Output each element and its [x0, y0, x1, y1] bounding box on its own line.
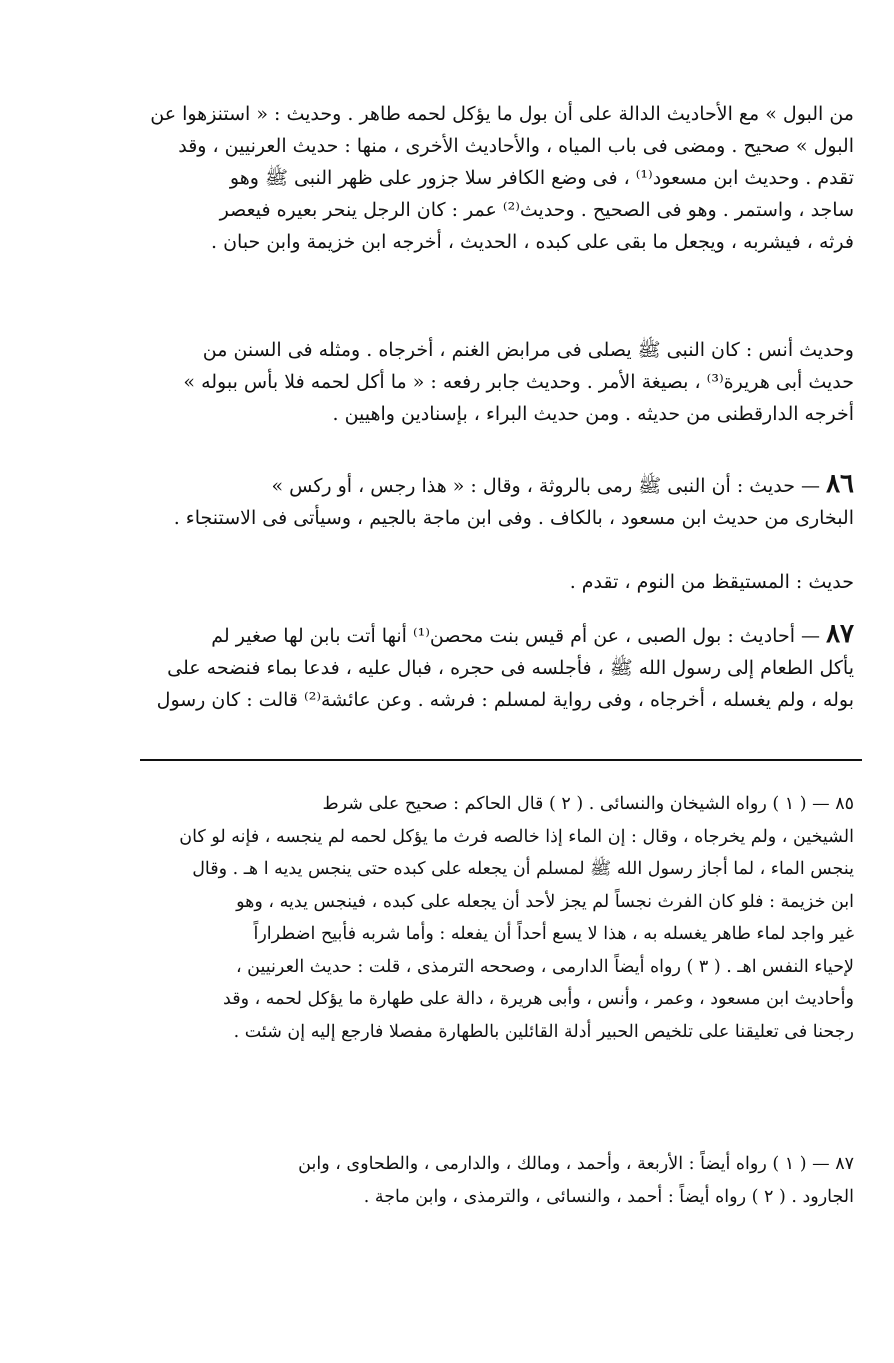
- hadith-item-86: [132, 468, 854, 534]
- footnote-line: ينجس الماء ، لما أجاز رسول الله ﷺ لمسلم أن يجعله على كبده حتى ينجس يديه ا هـ . وقال: [192, 859, 854, 879]
- text-line: بوله ، ولم يغسله ، أخرجاه ، وفى رواية لمسلم : فرشه . وعن عائشة⁽²⁾ قالت : كان رسول: [156, 689, 854, 711]
- footnote-line: ٨٥ — ( ١ ) رواه الشيخان والنسائى . ( ٢ ) قال الحاكم : صحيح على شرط: [322, 794, 854, 814]
- footnote-separator: [140, 759, 862, 761]
- text-line: [132, 618, 854, 652]
- text-line: من البول » مع الأحاديث الدالة على أن بول ما يؤكل لحمه طاهر . وحديث : « استنزهوا عن: [150, 103, 854, 125]
- text-line: يأكل الطعام إلى رسول الله ﷺ ، فأجلسه فى حجره ، فبال عليه ، فدعا بماء فنضحه على: [167, 657, 854, 679]
- main-paragraph-3: [132, 566, 854, 598]
- main-paragraph-1: [132, 98, 854, 258]
- footnote-line: الجارود . ( ٢ ) رواه أيضاً : أحمد ، والنسائى ، والترمذى ، وابن ماجة .: [363, 1186, 854, 1207]
- item-text: — أحاديث : بول الصبى ، عن أم قيس بنت محصن⁽¹⁾ أنها أتت بابن لها صغير لم: [211, 625, 821, 647]
- text-line: البول » صحيح . ومضى فى باب المياه ، والأحاديث الأخرى ، منها : حديث العرنيين ، وقد: [178, 135, 854, 157]
- main-paragraph-2: [132, 334, 854, 430]
- footnote-line: ابن خزيمة : فلو كان الفرث نجساً لم يجز لأحد أن يجعله على كبده ، فينجس يديه ، وهو: [236, 891, 854, 912]
- item-text: — حديث : أن النبى ﷺ رمى بالروثة ، وقال : « هذا رجس ، أو ركس »: [271, 475, 821, 497]
- footnote-85: [132, 788, 854, 1048]
- text-line: حديث : المستيقظ من النوم ، تقدم .: [569, 571, 854, 593]
- text-line: وحديث أنس : كان النبى ﷺ يصلى فى مرابض الغنم ، أخرجاه . ومثله فى السنن من: [202, 339, 854, 361]
- text-line: فرثه ، فيشربه ، ويجعل ما بقى على كبده ، الحديث ، أخرجه ابن خزيمة وابن حبان .: [211, 231, 854, 253]
- footnote-line: الشيخين ، ولم يخرجاه ، وقال : إن الماء إذا خالصه فرث ما يؤكل لحمه لم ينجسه ، فإنه لو كان: [179, 826, 854, 847]
- text-line: تقدم . وحديث ابن مسعود⁽¹⁾ ، فى وضع الكافر سلا جزور على ظهر النبى ﷺ وهو: [229, 167, 854, 189]
- footnote-line: ٨٧ — ( ١ ) رواه أيضاً : الأربعة ، وأحمد ، ومالك ، والدارمى ، والطحاوى ، وابن: [298, 1154, 854, 1174]
- text-line: أخرجه الدارقطنى من حديثه . ومن حديث البراء ، بإسنادين واهيين .: [332, 403, 854, 425]
- text-line: حديث أبى هريرة⁽³⁾ ، بصيغة الأمر . وحديث جابر رفعه : « ما أكل لحمه فلا بأس ببوله »: [183, 371, 854, 393]
- footnote-line: لإحياء النفس اهـ . ( ٣ ) رواه أيضاً الدارمى ، وصححه الترمذى ، قلت : حديث العرنيين ،: [235, 956, 854, 977]
- footnote-line: غير واجد لماء طاهر يغسله به ، هذا لا يسع أحداً أن يفعله : وأما شربه فأبيح اضطراراً: [253, 924, 854, 944]
- footnote-87: [132, 1148, 854, 1213]
- text-line: ساجد ، واستمر . وهو فى الصحيح . وحديث⁽²⁾ عمر : كان الرجل ينحر بعيره فيعصر: [219, 199, 854, 221]
- text-line: البخارى من حديث ابن مسعود ، بالكاف . وفى ابن ماجة بالجيم ، وسيأتى فى الاستنجاء .: [173, 507, 854, 529]
- text-line: [132, 468, 854, 502]
- item-number: ٨٦: [826, 469, 854, 499]
- item-number: ٨٧: [826, 619, 854, 649]
- hadith-item-87: [132, 618, 854, 716]
- footnote-line: رجحنا فى تعليقنا على تلخيص الحبير أدلة القائلين بالطهارة مفصلا فارجع إليه إن شئت .: [233, 1021, 854, 1042]
- footnote-line: وأحاديث ابن مسعود ، وعمر ، وأنس ، وأبى هريرة ، دالة على طهارة ما يؤكل لحمه ، وقد: [223, 989, 854, 1009]
